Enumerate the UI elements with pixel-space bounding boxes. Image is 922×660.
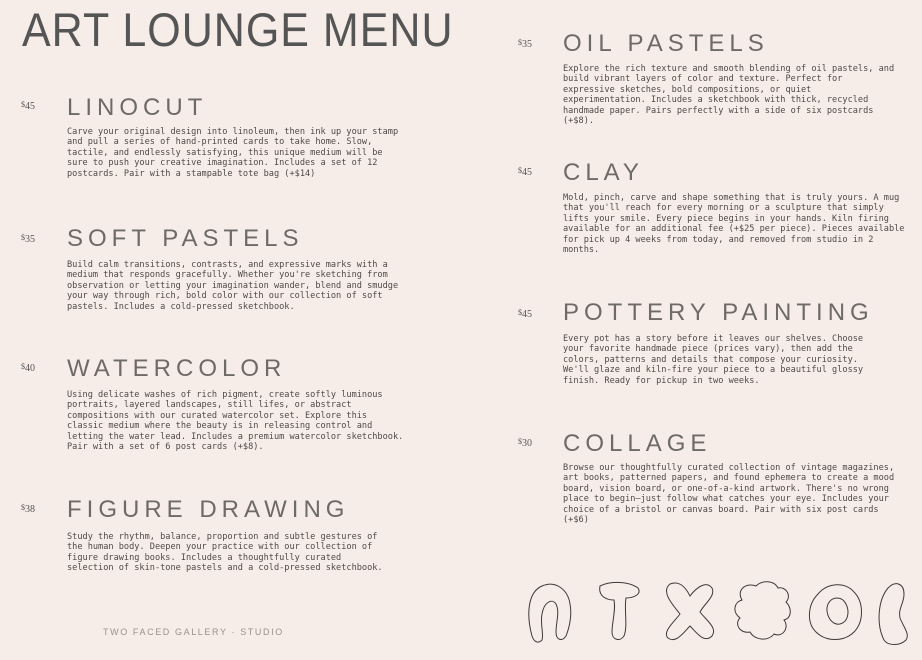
menu-title: ART LOUNGE MENU (22, 4, 454, 57)
item-price: $45 (518, 308, 532, 320)
item-name: SOFT PASTELS (67, 225, 304, 252)
item-price: $35 (21, 233, 35, 245)
item-description: Build calm transitions, contrasts, and expressive marks with a medium that responds gracefully. Whether you're sketching from observation or letting your imagination wander, blend and smudge your way through rich, bold color with our collection of soft pastels. Includes a cold-pressed sketchbook. (67, 260, 399, 312)
footer-gallery-name: TWO FACED GALLERY · STUDIO (103, 627, 284, 637)
item-description: Using delicate washes of rich pigment, create softly luminous portraits, layered landscapes, still lifes, or abstract compositions with our curated watercolor set. Explore this classic medium where the beauty is in releasing control and letting the water lead. Includes a premium watercolor sketchbook. Pair with a set of 6 post cards (+$8). (67, 390, 404, 453)
item-name: CLAY (563, 159, 644, 186)
item-description: Explore the rich texture and smooth blending of oil pastels, and build vibrant layers of color and texture. Perfect for expressive sketches, bold compositions, or quiet experimentation. Includes a sketchbook with thick, recycled handmade paper. Pairs perfectly with a side of six postcards (+$8). (563, 64, 895, 127)
item-name: WATERCOLOR (67, 355, 287, 382)
item-description: Carve your original design into linoleum, then ink up your stamp and pull a series of hand-printed cards to take home. Slow, tactile, and endlessly satisfying, this unique medium will be sure to push your creative imagination. Includes a set of 12 postcards. Pair with a stampable tote bag (+$14) (67, 127, 399, 179)
blob-shape-drop (879, 584, 907, 645)
decorative-shapes (520, 570, 920, 660)
item-name: LINOCUT (67, 94, 208, 121)
item-name: OIL PASTELS (563, 30, 769, 57)
item-description: Mold, pinch, carve and shape something that is truly yours. A mug that you'll reach for every morning or a sculpture that simply lifts your smile. Every piece begins in your hands. Kiln firing available for an additional fee (+$25 per piece). Pieces available for pick up 4 weeks from today, and removed from studio in 2 months. (563, 193, 905, 256)
item-price: $35 (518, 38, 532, 50)
item-price: $30 (518, 437, 532, 449)
blob-shape-ring (809, 585, 861, 640)
item-name: FIGURE DRAWING (67, 496, 350, 523)
item-price: $45 (21, 100, 35, 112)
item-name: COLLAGE (563, 430, 712, 457)
item-price: $40 (21, 362, 35, 374)
item-description: Browse our thoughtfully curated collection of vintage magazines, art books, patterned papers, and found ephemera to create a mood board, vision board, or one-of-a-kind artwork. There's no wrong place to begin—just follow what catches your eye. Includes your choice of a bristol or canvas board. Pair with six post cards (+$6) (563, 463, 895, 526)
item-description: Every pot has a story before it leaves our shelves. Choose your favorite handmade piece (prices vary), then add the colors, patterns and details that compose your curiosity. We'll glaze and kiln-fire your piece to a beautiful glossy finish. Ready for pickup in two weeks. (563, 334, 864, 386)
item-price: $45 (518, 166, 532, 178)
blob-shape-ring-inner (827, 598, 848, 624)
blob-shape-n (529, 584, 571, 642)
blob-shape-x (666, 583, 713, 640)
item-name: POTTERY PAINTING (563, 299, 874, 326)
item-description: Study the rhythm, balance, proportion and subtle gestures of the human body. Deepen your practice with our collection of figure drawing books. Includes a thoughtfully curated selection of skin-tone pastels and a cold-pressed sketchbook. (67, 532, 383, 574)
blob-shape-t (600, 582, 639, 639)
blob-shape-wavy (735, 582, 790, 639)
item-price: $38 (21, 503, 35, 515)
